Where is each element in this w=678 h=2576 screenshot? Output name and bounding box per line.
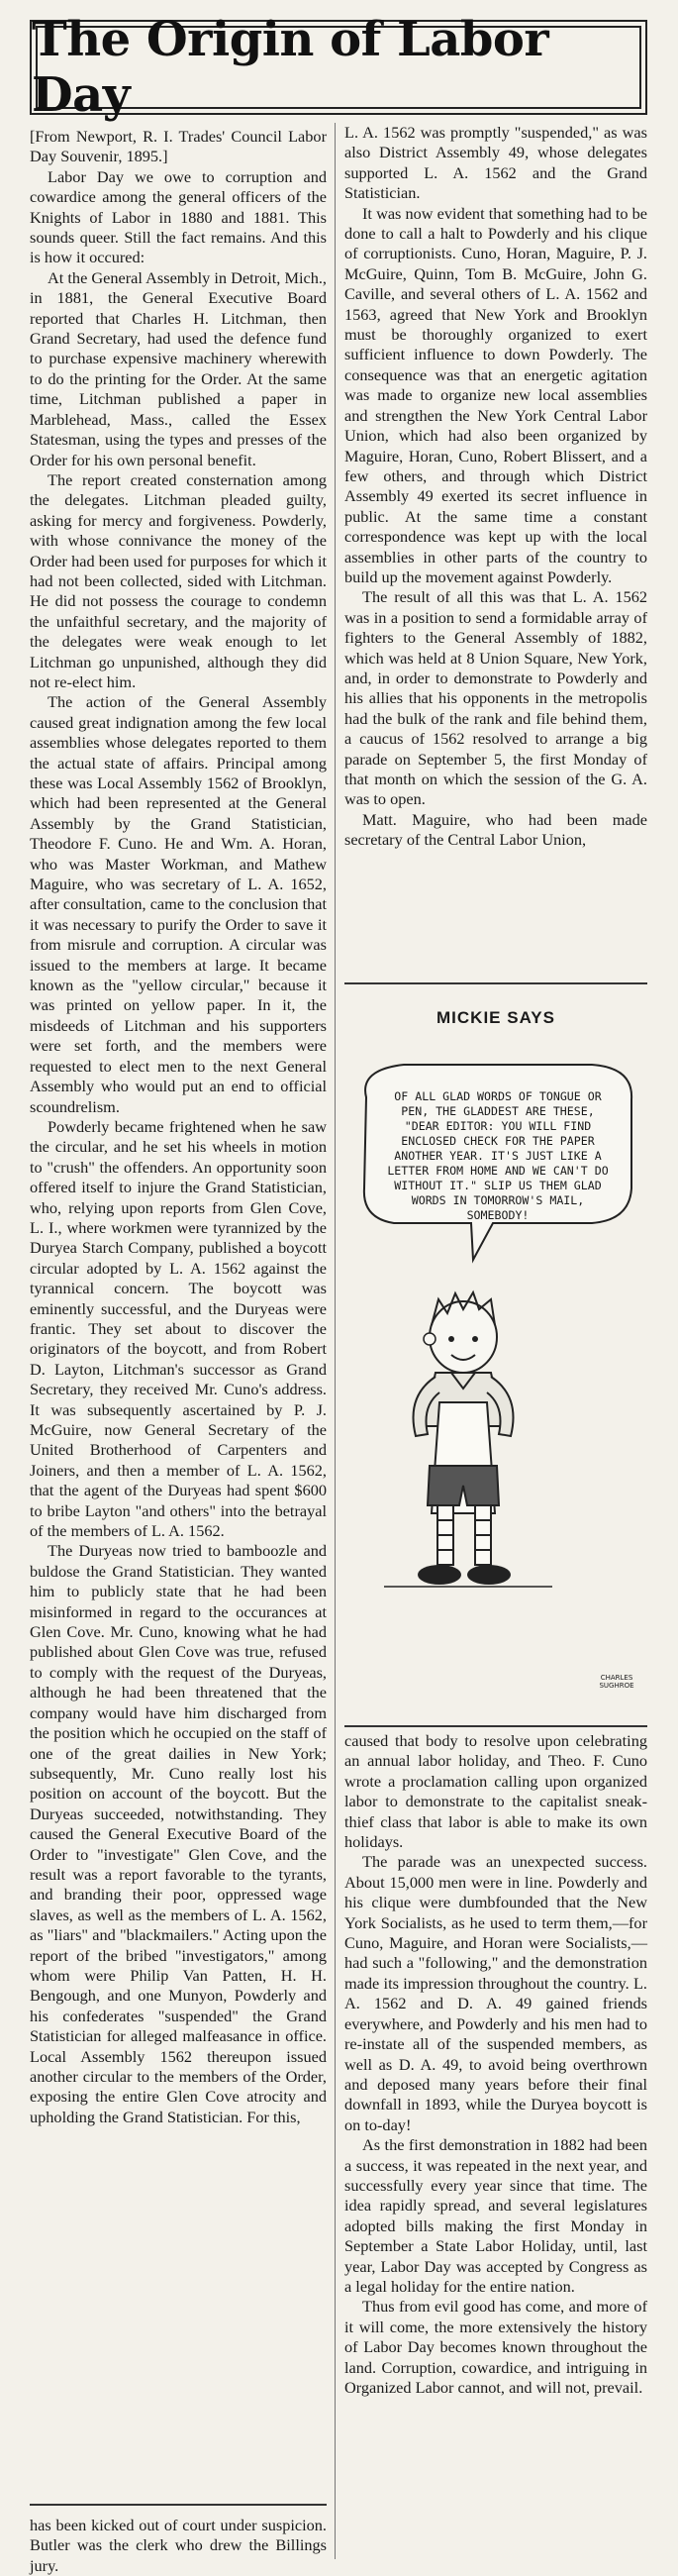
article-paragraph: The action of the General Assembly caused great indignation among the few local assemblies whose delegates reported to them the actual state of affairs. Principal among these was Local Assembly 1562 of Brooklyn, which had been represented at the General Assembly by the Grand Statistician, Theodore F. Cuno. He and Wm. A. Horan, who was Master Workman, and Mathew Maguire, who was secretary of L. A. 1652, after consultation, came to the conclusion that it was necessary to purify the Order to save it from misrule and corruption. A circular was issued to the members at large. It became known as the "yellow circular," because it was printed on yellow paper. In it, the misdeeds of Litchman and his supporters were set forth, and the members were requested to elect men to the next General Assembly who would put an end to official scoundrelism. [30, 692, 327, 1116]
article-paragraph: At the General Assembly in Detroit, Mich., in 1881, the General Executive Board reported that Charles H. Litchman, then Grand Secretary, had used the defence fund to purchase expensive machinery wherewith to do the printing for the Order. At the same time, Litchman published a paper in Marblehead, Mass., called the Essex Statesman, using the types and presses of the Order for his own personal benefit. [30, 267, 327, 469]
boy-shoe [418, 1565, 461, 1585]
source-note: [From Newport, R. I. Trades' Council Labor Day Souvenir, 1895.] [30, 127, 327, 166]
boy-head [430, 1301, 497, 1373]
section-divider [344, 982, 647, 984]
article-paragraph: The Duryeas now tried to bamboozle and buldose the Grand Statistician. They wanted him to publicly state that he had been misinformed in regard to the occurances at Glen Cove. Mr. Cuno, knowing what he had published about Glen Cove was true, refused to comply with the request of the Duryeas, although he had been threatened that the company would have him discharged from the position which he occupied on the staff of one of the great dailies in New York; subsequently, Mr. Cuno really lost his position on account of the boycott. But the Duryeas succeeded, notwithstanding. They caused the General Executive Board of the Order to "investigate" Glen Cove, and the result was a report favorable to the tyrants, and branding their poor, oppressed wage slaves, as well as the members of L. A. 1562, as "liars" and "blackmailers." Acting upon the report of the bribed "investigators," among whom were Philip Van Patten, H. H. Bengough, and one Munyon, Powderly and his confederates "suspended" the Grand Statistician for alleged malfeasance in office. Local Assembly 1562 thereupon issued another circular to the members of the Order, exposing the entire Glen Cove atrocity and upholding the Grand Statistician. For this, [30, 1541, 327, 2126]
article-paragraph: Matt. Maguire, who had been made secretary of the Central Labor Union, [344, 809, 647, 850]
cartoon-heading: MICKIE SAYS [436, 1008, 555, 1027]
article-paragraph: As the first demonstration in 1882 had been a success, it was repeated in the next year, and successfully every year since that time. The idea rapidly spread, and several legislatures adopted bills making the first Monday in September a State Labor Holiday, until, last year, Labor Day was accepted by Congress as a legal holiday for the entire nation. [344, 2135, 647, 2296]
boy-shoe [467, 1565, 511, 1585]
article-paragraph: L. A. 1562 was promptly "suspended," as was also District Assembly 49, whose delegates supported L. A. 1562 and the Grand Statistician. [344, 123, 647, 203]
boy-ear [424, 1333, 436, 1345]
unrelated-article-fragment [30, 2516, 327, 2576]
section-divider [30, 2504, 327, 2506]
article-column-right-bottom [344, 1731, 647, 2398]
article-paragraph: The result of all this was that L. A. 1562 was in a position to send a formidable array of fighters to the General Assembly of 1882, which was held at 8 Union Square, New York, and, in order to demonstrate to Powderly and his allies that his opponents in the metropolis had the bulk of the rank and file behind them, a caucus of 1562 resolved to arrange a big parade on September 5, the first Monday of that month on which the session of the G. A. was to open. [344, 587, 647, 809]
article-paragraph: Powderly became frightened when he saw the circular, and he set his wheels in motion to "crush" the offenders. An opportunity soon offered itself to injure the Grand Statistician, who, relying upon reports from Glen Cove, L. I., where workmen were tyrannized by the Duryea Starch Company, published a boycott circular adopted by L. A. 1562 against the tyrannical concern. The boycott was eminently successful, and the Duryeas were frantic. They set about to discover the originators of the boycott, and from Robert D. Layton, Litchman's successor as Grand Secretary, they received Mr. Cuno's address. It was subsequently ascertained by P. J. McGuire, now General Secretary of the United Brotherhood of Carpenters and Joiners, and then a member of L. A. 1562, that the agent of the Duryeas had spent $600 to bribe Layton "and others" into the betrayal of the members of L. A. 1562. [30, 1116, 327, 1541]
headline-box [30, 12, 647, 123]
mickie-says-cartoon [344, 990, 647, 1723]
article-paragraph: It was now evident that something had to be done to call a halt to Powderly and his clique of corruptionists. Cuno, Horan, Maguire, P. J. McGuire, Quinn, Tom B. McGuire, John G. Caville, and several others of L. A. 1562 and 1563, agreed that New York and Brooklyn must be thoroughly organized to exert sufficient influence to down Powderly. The consequence was that an energetic agitation was made to organize new local assemblies and strengthen the New York Central Labor Union, which had also been organized by Maguire, Horan, Cuno, Robert Blissert, and a few others, and through which District Assembly 49 exerted its secret influence in public. At the same time a constant correspondence was kept up with the local assemblies in other parts of the country to build up the movement against Powderly. [344, 203, 647, 586]
section-divider [344, 1725, 647, 1727]
article-column-left [30, 127, 327, 2127]
cartoonist-signature: CHARLES SUGHROE [599, 1674, 634, 1690]
article-paragraph: Thus from evil good has come, and more of it will come, the more extensively the history of Labor Day becomes known throughout the land. Corruption, cowardice, and intriguing in Organized Labor cannot, and will not, prevail. [344, 2297, 647, 2397]
article-column-right-top [344, 123, 647, 851]
fragment-text: has been kicked out of court under suspicion. Butler was the clerk who drew the Billings jury. [30, 2516, 327, 2575]
headline: The Origin of Labor Day [32, 12, 549, 123]
article-paragraph: Labor Day we owe to corruption and cowardice among the general officers of the Knights of Labor in 1880 and 1881. This sounds queer. Still the fact remains. And this is how it occured: [30, 166, 327, 267]
speech-bubble-text: OF ALL GLAD WORDS OF TONGUE OR PEN, THE GLADDEST ARE THESE, "DEAR EDITOR: YOU WILL FIND ENCLOSED CHECK FOR THE PAPER ANOTHER YEAR. IT'S JUST LIKE A LETTER FROM HOME AND WE CAN'T DO WITHOUT IT." SLIP US THEM GLAD WORDS IN TOMORROW'S MAIL, SOMEBODY! [387, 1089, 609, 1222]
article-paragraph: The report created consternation among the delegates. Litchman pleaded guilty, asking for mercy and forgiveness. Powderly, with whose connivance the money of the Order had been used for purposes for which it had not been collected, sided with Litchman. He did not possess the courage to condemn the unfaithful secretary, and the majority of the delegates were weak enough to let Litchman go unpunished, although they did not re-elect him. [30, 469, 327, 691]
boy-eye [448, 1336, 454, 1342]
column-rule [335, 123, 336, 2559]
article-paragraph: The parade was an unexpected success. About 15,000 men were in line. Powderly and his clique were dumbfounded that the New York Socialists, as he used to term them,—for Cuno, Maguire, and Horan were Socialists,—had such a "following," and the demonstration made its impression throughout the country. L. A. 1562 and D. A. 49 gained friends everywhere, and Powderly and his men had to re-instate all of the suspended members, as well as D. A. 49, to avoid being overthrown and deposed many years before their final downfall in 1893, while the Duryea boycott is on to-day! [344, 1852, 647, 2134]
article-paragraph: caused that body to resolve upon celebrating an annual labor holiday, and Theo. F. Cuno wrote a proclamation calling upon organized labor to demonstrate to the capitalist sneak-thief class that labor is able to make its own holidays. [344, 1731, 647, 1852]
boy-eye [472, 1336, 478, 1342]
